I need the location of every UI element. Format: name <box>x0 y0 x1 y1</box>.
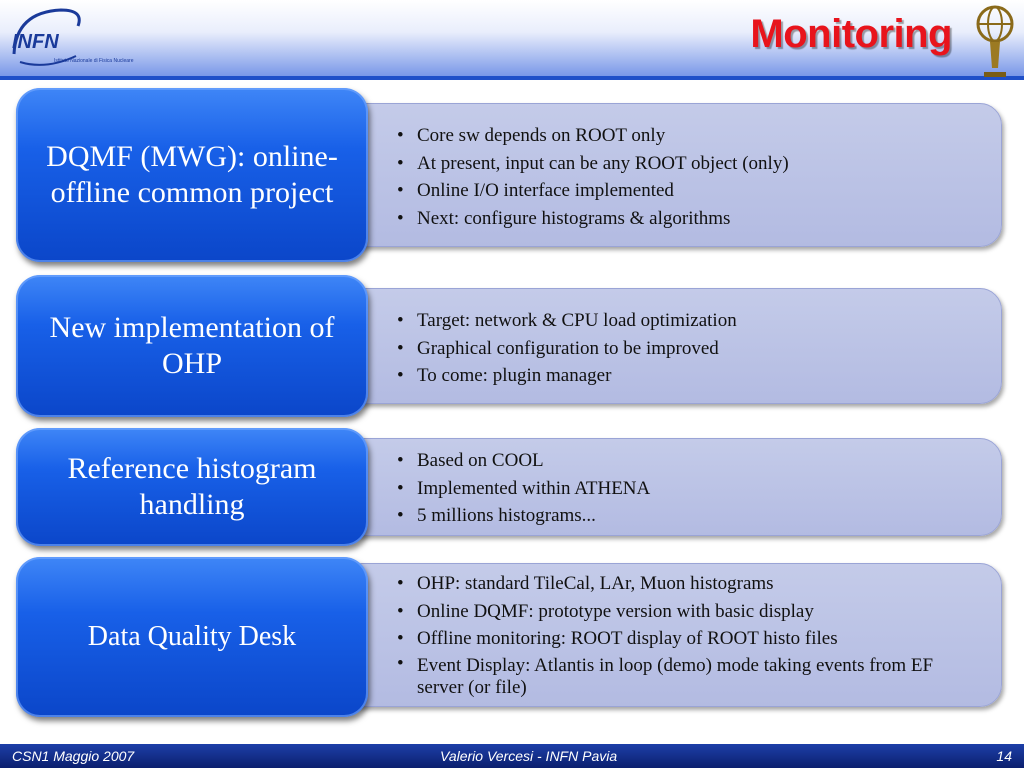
topic-label: Data Quality Desk <box>87 621 297 652</box>
bullet-item: • At present, input can be any ROOT object (only) <box>395 150 971 178</box>
bullet-panel-2 <box>340 288 1002 404</box>
bullet-item: • Graphical configuration to be improved <box>395 335 971 363</box>
topic-box-ohp <box>16 275 368 417</box>
bullet-item: • Implemented within ATHENA <box>395 475 971 503</box>
footer-author: Valerio Vercesi - INFN Pavia <box>440 748 618 764</box>
bullet-item: • 5 millions histograms... <box>395 502 971 530</box>
infn-logo <box>6 4 134 74</box>
bullet-item: • Online I/O interface implemented <box>395 177 971 205</box>
bullet-item: • OHP: standard TileCal, LAr, Muon histograms <box>395 570 971 598</box>
bullet-item: • Online DQMF: prototype version with basic display <box>395 598 971 626</box>
topic-label: DQMF (MWG): online-offline common project <box>46 140 338 209</box>
bullet-item: • Offline monitoring: ROOT display of ROOT histo files <box>395 625 971 653</box>
topic-box-dq-desk <box>16 557 368 717</box>
bullet-item: • Target: network & CPU load optimization <box>395 307 971 335</box>
footer-event: CSN1 Maggio 2007 <box>12 748 135 764</box>
slide-title: Monitoring <box>750 12 952 56</box>
bullet-item: • Based on COOL <box>395 447 971 475</box>
bullet-item: • Core sw depends on ROOT only <box>395 122 971 150</box>
bullet-item: • Next: configure histograms & algorithms <box>395 205 971 233</box>
bullet-item: • Event Display: Atlantis in loop (demo) mode taking events from EF server (or file) <box>395 653 971 699</box>
slide-footer <box>0 744 1024 768</box>
header-divider <box>0 76 1024 80</box>
topic-label: New implementation of OHP <box>49 311 335 380</box>
page-number: 14 <box>996 748 1012 764</box>
atlas-logo <box>972 2 1018 78</box>
logo-subtext: Istituto Nazionale di Fisica Nucleare <box>54 58 134 64</box>
bullet-panel-1 <box>340 103 1002 247</box>
bullet-panel-3 <box>340 438 1002 536</box>
logo-text: INFN <box>12 31 59 53</box>
bullet-item: • To come: plugin manager <box>395 362 971 390</box>
topic-box-dqmf <box>16 88 368 262</box>
topic-label: Reference histogram handling <box>67 452 317 521</box>
bullet-panel-4 <box>340 563 1002 707</box>
topic-box-reference <box>16 428 368 546</box>
